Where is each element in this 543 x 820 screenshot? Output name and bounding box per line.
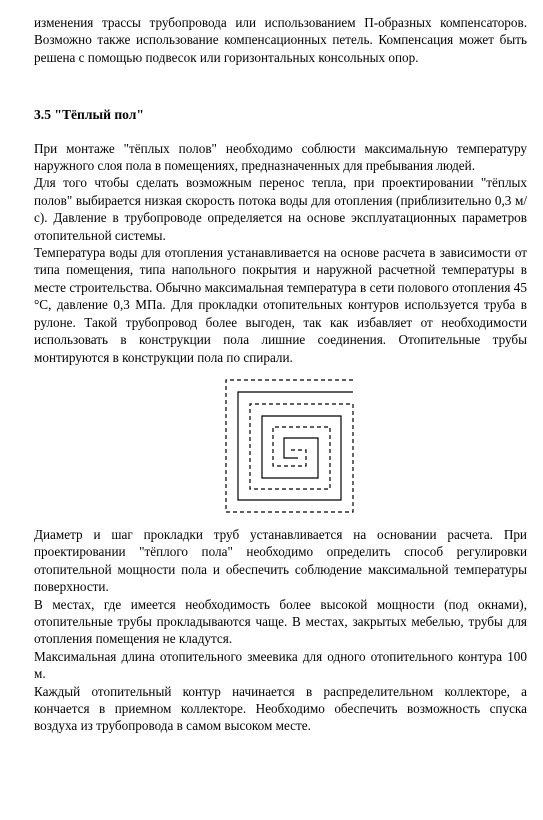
paragraph-4: Диаметр и шаг прокладки труб устанавливается на основании расчета. При проектировании "тёплого пола" необходимо определить способ регулировки отопительной мощности пола и обеспечить соблюдение максимальной температуры поверхности. <box>34 526 527 595</box>
paragraph-2: Для того чтобы сделать возможным перенос тепла, при проектировании "тёплых полов" выбирается низкая скорость потока воды для отопления (приблизительно 0,3 м/с). Давление в трубопроводе определяется на основе эксплуатационных параметров отопительной системы. <box>34 175 527 243</box>
document-page <box>34 14 527 735</box>
intro-paragraph: изменения трассы трубопровода или использованием П-образных компенсаторов. Возможно также использование компенсационных петель. Компенсация может быть решена с помощью подвесок или горизонтальных консольных опор. <box>34 15 527 65</box>
section-heading: 3.5 "Тёплый пол" <box>34 107 144 123</box>
paragraph-5: В местах, где имеется необходимость более высокой мощности (под окнами), отопительные трубы прокладываются чаще. В местах, закрытых мебелью, трубы для отопления помещения не кладутся. <box>34 596 527 647</box>
paragraph-3: Температура воды для отопления устанавливается на основе расчета в зависимости от типа помещения, типа напольного покрытия и наружной расчетной температуры в месте строительства. Обычно максимальная температура в сети полового отопления 45 °С, давление 0,3 МПа. Для прокладки отопительных контуров используется труба в рулоне. Такой трубопровод более выгоден, так как избавляет от необходимости использовать в конструкции пола лишние соединения. Отопительные трубы монтируются в конструкции пола по спирали. <box>34 245 527 365</box>
paragraph-6: Максимальная длина отопительного змеевика для одного отопительного контура 100 м. <box>34 648 527 682</box>
spiral-pipe-layout-diagram-icon <box>218 372 363 520</box>
paragraph-1: При монтаже "тёплых полов" необходимо соблюсти максимальную температуру наружного слоя пола в помещениях, предназначенных для пребывания людей. <box>34 140 527 174</box>
heading-spacer <box>34 124 527 140</box>
spiral-pipe-figure <box>218 372 363 520</box>
paragraph-7: Каждый отопительный контур начинается в распределительном коллекторе, а кончается в приемном коллекторе. Необходимо обеспечить возможность спуска воздуха из трубопровода в самом высоком месте. <box>34 683 527 734</box>
